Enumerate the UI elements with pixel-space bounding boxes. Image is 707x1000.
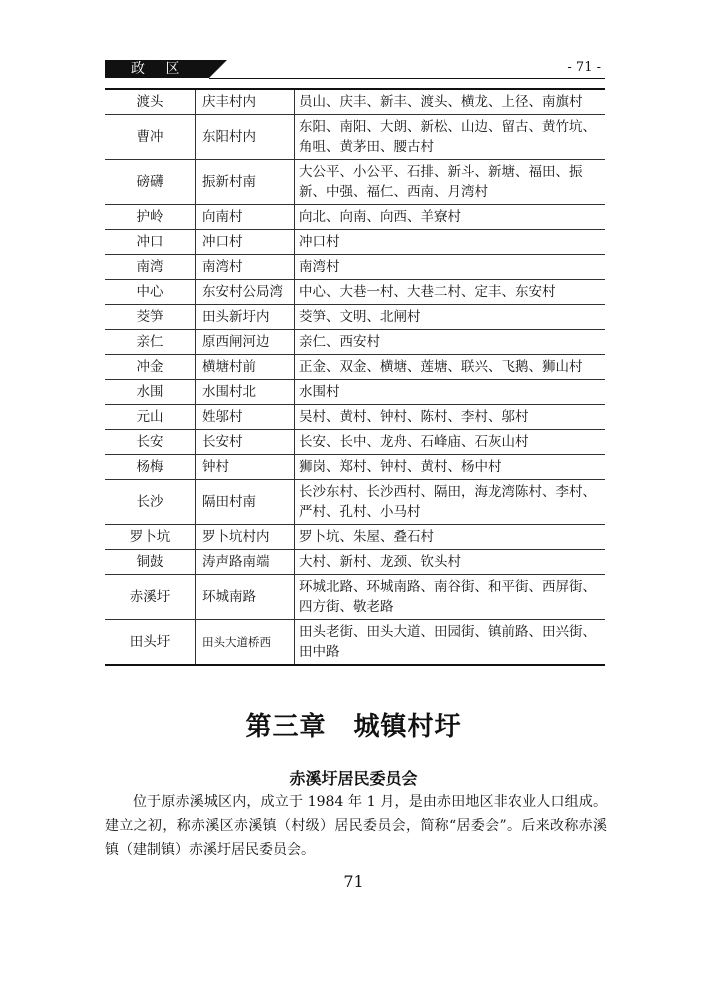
row-name: 赤溪圩 — [105, 575, 196, 620]
row-name: 水围 — [105, 380, 196, 405]
section-title: 赤溪圩居民委员会 — [289, 769, 418, 788]
table-row — [105, 330, 605, 355]
table-row — [105, 230, 605, 255]
row-villages: 吴村、黄村、钟村、陈村、李村、邬村 — [295, 405, 606, 430]
table-row — [105, 455, 605, 480]
table-row — [105, 160, 605, 205]
row-villages: 正金、双金、横塘、莲塘、联兴、飞鹅、狮山村 — [295, 355, 606, 380]
table-row — [105, 205, 605, 230]
row-location: 原西闸河边 — [196, 330, 295, 355]
table-row — [105, 255, 605, 280]
row-name: 磅礴 — [105, 160, 196, 205]
table-row — [105, 575, 605, 620]
row-villages: 罗卜坑、朱屋、叠石村 — [295, 525, 606, 550]
row-location: 振新村南 — [196, 160, 295, 205]
row-location: 涛声路南端 — [196, 550, 295, 575]
row-name: 杨梅 — [105, 455, 196, 480]
row-location: 姓邬村 — [196, 405, 295, 430]
row-name: 亲仁 — [105, 330, 196, 355]
row-location: 隔田村南 — [196, 480, 295, 525]
row-name: 曹冲 — [105, 115, 196, 160]
row-location: 南湾村 — [196, 255, 295, 280]
row-villages: 向北、向南、向西、羊寮村 — [295, 205, 606, 230]
table-row — [105, 480, 605, 525]
row-villages: 亲仁、西安村 — [295, 330, 606, 355]
chapter-title: 第三章 城镇村圩 — [245, 712, 462, 742]
table-row — [105, 380, 605, 405]
table-row — [105, 115, 605, 160]
table-row — [105, 550, 605, 575]
row-villages: 大村、新村、龙颈、钦头村 — [295, 550, 606, 575]
row-villages: 茭笋、文明、北闸村 — [295, 305, 606, 330]
header-page-label: - 71 - — [567, 60, 601, 75]
row-name: 冲金 — [105, 355, 196, 380]
row-villages: 中心、大巷一村、大巷二村、定丰、东安村 — [295, 280, 606, 305]
row-villages: 冲口村 — [295, 230, 606, 255]
table-row — [105, 355, 605, 380]
row-location: 钟村 — [196, 455, 295, 480]
table-row — [105, 525, 605, 550]
row-villages: 长安、长中、龙舟、石峰庙、石灰山村 — [295, 430, 606, 455]
table-row — [105, 305, 605, 330]
village-table-container — [105, 88, 605, 666]
row-villages: 大公平、小公平、石排、新斗、新塘、福田、振新、中强、福仁、西南、月湾村 — [295, 160, 606, 205]
row-location: 田头大道桥西 — [196, 620, 295, 666]
row-name: 茭笋 — [105, 305, 196, 330]
row-villages: 员山、庆丰、新丰、渡头、横龙、上径、南旗村 — [295, 89, 606, 115]
row-name: 南湾 — [105, 255, 196, 280]
section-tab: 政 区 — [105, 60, 209, 78]
row-location: 东安村公局湾 — [196, 280, 295, 305]
row-location: 横塘村前 — [196, 355, 295, 380]
row-villages: 狮岗、郑村、钟村、黄村、杨中村 — [295, 455, 606, 480]
row-location: 环城南路 — [196, 575, 295, 620]
table-row — [105, 405, 605, 430]
row-villages: 南湾村 — [295, 255, 606, 280]
row-name: 中心 — [105, 280, 196, 305]
row-villages: 水围村 — [295, 380, 606, 405]
row-location: 东阳村内 — [196, 115, 295, 160]
row-name: 护岭 — [105, 205, 196, 230]
section-tab-tail — [209, 60, 227, 78]
table-row — [105, 430, 605, 455]
row-villages: 环城北路、环城南路、南谷街、和平街、西屏街、四方街、敬老路 — [295, 575, 606, 620]
table-row — [105, 280, 605, 305]
row-name: 长安 — [105, 430, 196, 455]
row-villages: 田头老街、田头大道、田园街、镇前路、田兴街、田中路 — [299, 624, 596, 660]
table-row — [105, 89, 605, 115]
row-location: 庆丰村内 — [196, 89, 295, 115]
row-name: 元山 — [105, 405, 196, 430]
row-location: 冲口村 — [196, 230, 295, 255]
row-location: 田头新圩内 — [196, 305, 295, 330]
row-location: 向南村 — [196, 205, 295, 230]
body-paragraph: 位于原赤溪城区内，成立于 1984 年 1 月，是由赤田地区非农业人口组成。建立之初，称赤溪区赤溪镇（村级）居民委员会，简称“居委会”。后来改称赤溪镇（建制镇）赤溪圩居民委员会。 — [105, 794, 607, 858]
row-name: 罗卜坑 — [105, 525, 196, 550]
row-villages: 东阳、南阳、大朗、新松、山边、留古、黄竹坑、角咀、黄茅田、腰古村 — [295, 115, 606, 160]
row-name: 铜鼓 — [105, 550, 196, 575]
row-name: 渡头 — [105, 89, 196, 115]
row-location: 水围村北 — [196, 380, 295, 405]
running-header — [105, 60, 605, 80]
row-name: 田头圩 — [105, 620, 196, 666]
header-rule — [209, 78, 605, 79]
page-number: 71 — [343, 872, 364, 891]
row-name: 冲口 — [105, 230, 196, 255]
row-location: 罗卜坑村内 — [196, 525, 295, 550]
table-row — [105, 620, 605, 666]
row-location: 长安村 — [196, 430, 295, 455]
village-table — [105, 88, 605, 666]
row-name: 长沙 — [105, 480, 196, 525]
row-villages: 长沙东村、长沙西村、隔田，海龙湾陈村、李村、严村、孔村、小马村 — [295, 480, 606, 525]
